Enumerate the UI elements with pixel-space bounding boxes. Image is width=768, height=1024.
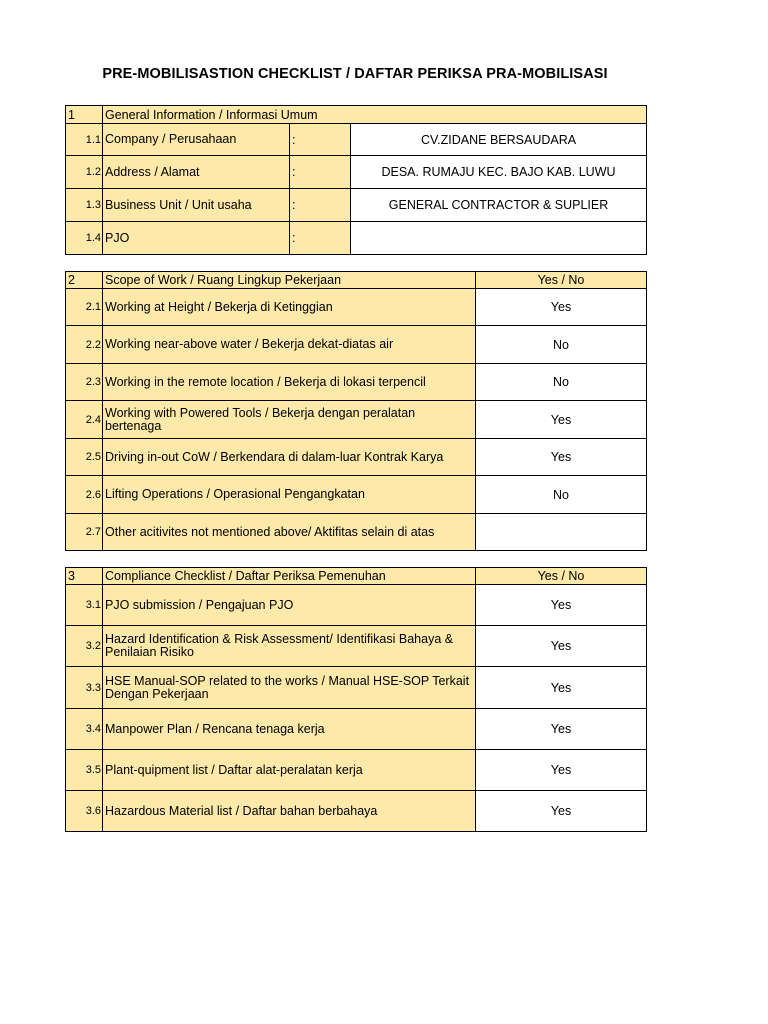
row-label: Other acitivites not mentioned above/ Aktifitas selain di atas: [103, 514, 476, 551]
answer-header: Yes / No: [476, 568, 647, 585]
row-number: 3.4: [66, 709, 103, 750]
scope-of-work-table: [65, 271, 647, 551]
row-label: PJO submission / Pengajuan PJO: [103, 585, 476, 626]
answer-cell[interactable]: Yes: [476, 401, 647, 439]
row-label: Lifting Operations / Operasional Pengangkatan: [103, 476, 476, 514]
row-colon: :: [290, 222, 351, 255]
table-row: [66, 124, 647, 156]
section-heading: Scope of Work / Ruang Lingkup Pekerjaan: [103, 272, 476, 289]
section-header-row: [66, 106, 647, 124]
table-row: [66, 585, 647, 626]
table-row: [66, 476, 647, 514]
table-row: [66, 791, 647, 832]
answer-cell[interactable]: Yes: [476, 667, 647, 709]
row-number: 2.1: [66, 289, 103, 326]
row-number: 3.3: [66, 667, 103, 709]
answer-cell[interactable]: Yes: [476, 750, 647, 791]
row-colon: :: [290, 124, 351, 156]
pjo-value[interactable]: [351, 222, 647, 255]
row-label: Company / Perusahaan: [103, 124, 290, 156]
row-label: Working in the remote location / Bekerja di lokasi terpencil: [103, 364, 476, 401]
table-row: [66, 189, 647, 222]
table-row: [66, 709, 647, 750]
row-number: 3.5: [66, 750, 103, 791]
row-number: 3.1: [66, 585, 103, 626]
row-label: Driving in-out CoW / Berkendara di dalam-luar Kontrak Karya: [103, 439, 476, 476]
answer-header: Yes / No: [476, 272, 647, 289]
row-label: Address / Alamat: [103, 156, 290, 189]
row-number: 1.2: [66, 156, 103, 189]
table-row: [66, 289, 647, 326]
row-number: 2.4: [66, 401, 103, 439]
row-number: 2.3: [66, 364, 103, 401]
business-unit-value[interactable]: GENERAL CONTRACTOR & SUPLIER: [351, 189, 647, 222]
section-number: 2: [66, 272, 103, 289]
section-heading: General Information / Informasi Umum: [103, 106, 647, 124]
table-row: [66, 667, 647, 709]
row-number: 1.3: [66, 189, 103, 222]
row-label: Working with Powered Tools / Bekerja dengan peralatan bertenaga: [103, 401, 476, 439]
table-row: [66, 514, 647, 551]
company-value[interactable]: CV.ZIDANE BERSAUDARA: [351, 124, 647, 156]
answer-cell[interactable]: Yes: [476, 791, 647, 832]
table-row: [66, 626, 647, 667]
section-header-row: [66, 272, 647, 289]
row-label: PJO: [103, 222, 290, 255]
answer-cell[interactable]: No: [476, 476, 647, 514]
table-row: [66, 439, 647, 476]
row-label: Manpower Plan / Rencana tenaga kerja: [103, 709, 476, 750]
table-row: [66, 222, 647, 255]
answer-cell[interactable]: No: [476, 326, 647, 364]
row-label: Business Unit / Unit usaha: [103, 189, 290, 222]
page-title: PRE-MOBILISASTION CHECKLIST / DAFTAR PERIKSA PRA-MOBILISASI: [102, 66, 608, 82]
answer-cell[interactable]: Yes: [476, 585, 647, 626]
section-number: 1: [66, 106, 103, 124]
section-heading: Compliance Checklist / Daftar Periksa Pemenuhan: [103, 568, 476, 585]
row-number: 1.1: [66, 124, 103, 156]
row-label: Working at Height / Bekerja di Ketinggian: [103, 289, 476, 326]
row-label: Plant-quipment list / Daftar alat-peralatan kerja: [103, 750, 476, 791]
table-row: [66, 750, 647, 791]
answer-cell[interactable]: Yes: [476, 709, 647, 750]
table-row: [66, 156, 647, 189]
answer-cell[interactable]: No: [476, 364, 647, 401]
row-number: 3.2: [66, 626, 103, 667]
row-colon: :: [290, 189, 351, 222]
compliance-checklist-table: [65, 567, 647, 832]
row-number: 2.2: [66, 326, 103, 364]
answer-cell[interactable]: Yes: [476, 626, 647, 667]
row-label: Hazardous Material list / Daftar bahan berbahaya: [103, 791, 476, 832]
answer-cell[interactable]: Yes: [476, 289, 647, 326]
row-label: HSE Manual-SOP related to the works / Manual HSE-SOP Terkait Dengan Pekerjaan: [103, 667, 476, 709]
table-row: [66, 326, 647, 364]
section-number: 3: [66, 568, 103, 585]
row-number: 2.5: [66, 439, 103, 476]
row-number: 2.6: [66, 476, 103, 514]
section-header-row: [66, 568, 647, 585]
row-label: Hazard Identification & Risk Assessment/ Identifikasi Bahaya & Penilaian Risiko: [103, 626, 476, 667]
address-value[interactable]: DESA. RUMAJU KEC. BAJO KAB. LUWU: [351, 156, 647, 189]
row-label: Working near-above water / Bekerja dekat-diatas air: [103, 326, 476, 364]
answer-cell[interactable]: [476, 514, 647, 551]
row-colon: :: [290, 156, 351, 189]
row-number: 3.6: [66, 791, 103, 832]
table-row: [66, 401, 647, 439]
answer-cell[interactable]: Yes: [476, 439, 647, 476]
table-row: [66, 364, 647, 401]
general-information-table: [65, 105, 647, 255]
row-number: 1.4: [66, 222, 103, 255]
row-number: 2.7: [66, 514, 103, 551]
